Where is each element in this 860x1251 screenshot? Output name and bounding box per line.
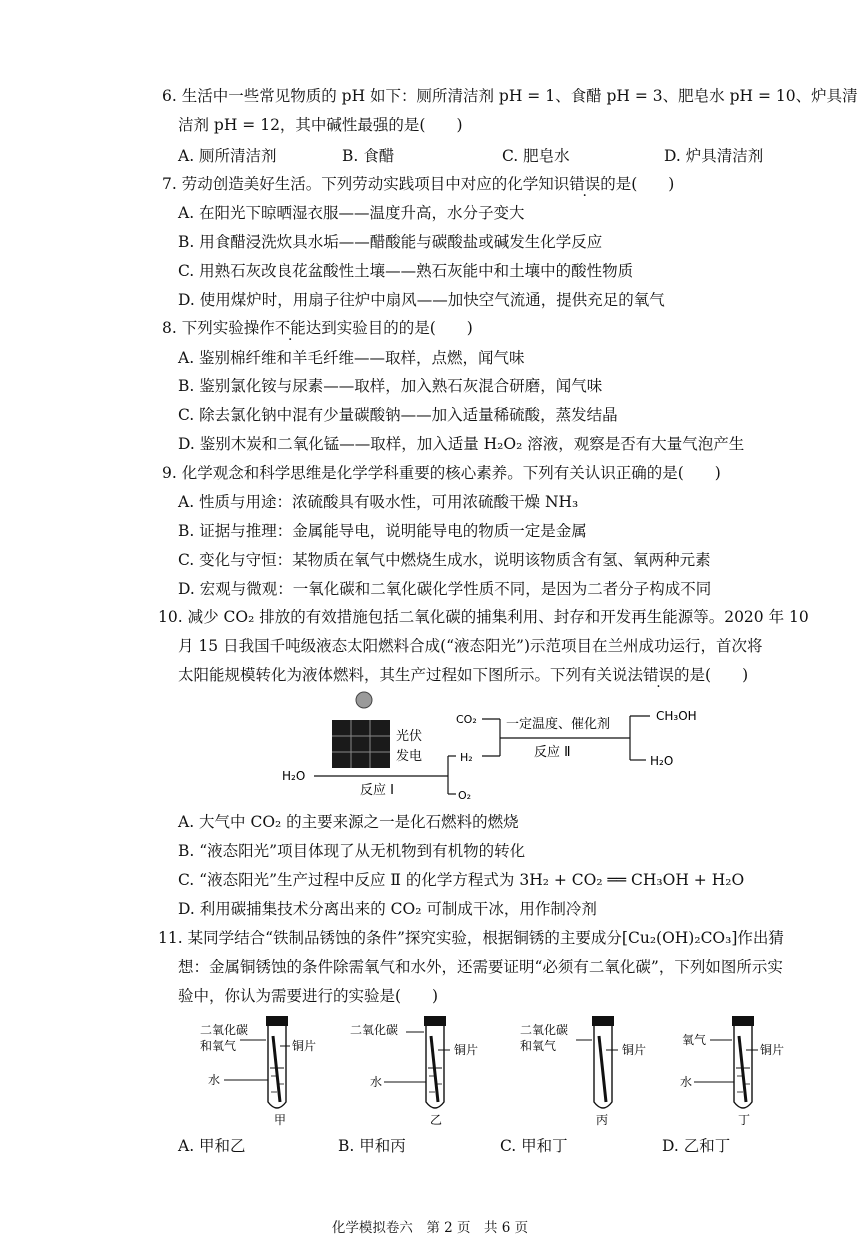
- tube-jia-name: 甲: [274, 1113, 287, 1127]
- reaction-1-label: 反应 Ⅰ: [360, 783, 394, 798]
- copper-corrosion-experiments: [180, 1010, 800, 1130]
- q6-option-d: D. 炉具清洁剂: [664, 147, 764, 165]
- q7-stem-before: 7. 劳动创造美好生活。下列劳动实践项目中对应的化学知识: [162, 175, 570, 193]
- q9-option-d: D. 宏观与微观：一氧化碳和二氧化碳化学性质不同，是因为二者分子构成不同: [178, 580, 712, 598]
- sun-icon: [356, 692, 372, 708]
- q8-option-c: C. 除去氯化钠中混有少量碳酸钠——加入适量稀硫酸，蒸发结晶: [178, 406, 618, 424]
- tube-yi: [350, 1016, 478, 1127]
- ch3oh-product: CH₃OH: [656, 709, 697, 723]
- q10-option-b: B. “液态阳光”项目体现了从无机物到有机物的转化: [178, 842, 526, 860]
- page-footer: 化学模拟卷六 第 2 页 共 6 页: [331, 1220, 529, 1236]
- liquid-sunshine-diagram: [270, 688, 730, 808]
- q10-line3-before: 太阳能规模转化为液体燃料，其生产过程如下图所示。下列有关说法: [178, 666, 644, 684]
- q7-option-a: A. 在阳光下晾晒湿衣服——温度升高，水分子变大: [178, 204, 525, 222]
- q11-option-b: B. 甲和丙: [338, 1137, 406, 1155]
- q10-option-c: C. “液态阳光”生产过程中反应 Ⅱ 的化学方程式为 3H₂ + CO₂ ══ CH₃OH + H₂O: [178, 871, 745, 889]
- tube-jia-water: 水: [208, 1073, 221, 1087]
- q8-stem: [162, 318, 473, 338]
- tube-yi-gas-1: 二氧化碳: [350, 1023, 399, 1037]
- q10-option-d: D. 利用碳捕集技术分离出来的 CO₂ 可制成干冰，用作制冷剂: [178, 900, 597, 918]
- q8-stem-after: 达到实验目的的是( ): [305, 319, 473, 337]
- q11-option-a: A. 甲和乙: [178, 1137, 246, 1155]
- tube-bing-gas-2: 和氧气: [520, 1039, 557, 1053]
- q11-line3: 验中，你认为需要进行的实验是( ): [178, 987, 439, 1005]
- q7-option-d: D. 使用煤炉时，用扇子往炉中扇风——加快空气流通，提供充足的氧气: [178, 291, 665, 309]
- q8-stem-before: 8. 下列实验操作: [162, 319, 275, 337]
- reaction-2-label: 反应 Ⅱ: [534, 745, 571, 760]
- solar-panel-icon: [332, 720, 390, 768]
- co2-reactant: CO₂: [456, 713, 477, 726]
- q9-option-b: B. 证据与推理：金属能导电，说明能导电的物质一定是金属: [178, 522, 587, 540]
- tube-bing-gas-1: 二氧化碳: [520, 1023, 569, 1037]
- q7-stem: [162, 174, 674, 194]
- q10-option-a: A. 大气中 CO₂ 的主要来源之一是化石燃料的燃烧: [178, 813, 519, 831]
- q6-line2: 洁剂 pH = 12，其中碱性最强的是( ): [178, 116, 463, 134]
- tube-ding-gas-1: 氧气: [682, 1033, 707, 1047]
- q8-stem-emphasis: 不能: [274, 319, 306, 337]
- pv-label-1: 光伏: [396, 729, 423, 744]
- q10-line2: 月 15 日我国千吨级液态太阳燃料合成(“液态阳光”)示范项目在兰州成功运行，首次将: [178, 637, 763, 655]
- tube-bing-name: 丙: [596, 1113, 609, 1127]
- h2o-product: H₂O: [650, 754, 674, 768]
- q9-option-a: A. 性质与用途：浓硫酸具有吸水性，可用浓硫酸干燥 NH₃: [178, 493, 579, 511]
- tube-yi-copper: 铜片: [454, 1043, 479, 1057]
- q8-option-a: A. 鉴别棉纤维和羊毛纤维——取样，点燃，闻气味: [178, 349, 525, 367]
- tube-jia-copper: 铜片: [292, 1039, 317, 1053]
- q10-line3: [178, 665, 748, 685]
- tube-ding-copper: 铜片: [760, 1043, 785, 1057]
- pv-label-2: 发电: [396, 749, 423, 764]
- q6-option-a: A. 厕所清洁剂: [178, 147, 277, 165]
- tube-bing-copper: 铜片: [622, 1043, 647, 1057]
- q7-stem-emphasis: 错误: [569, 175, 601, 193]
- q10-line1: 10. 减少 CO₂ 排放的有效措施包括二氧化碳的捕集利用、封存和开发再生能源等。2020 年 10: [158, 608, 809, 626]
- q11-line1: 11. 某同学结合“铁制品锈蚀的条件”探究实验，根据铜锈的主要成分[Cu₂(OH)₂CO₃]作出猜: [158, 929, 784, 947]
- q7-option-c: C. 用熟石灰改良花盆酸性土壤——熟石灰能中和土壤中的酸性物质: [178, 262, 634, 280]
- tube-jia-gas-1: 二氧化碳: [200, 1023, 249, 1037]
- q9-option-c: C. 变化与守恒：某物质在氧气中燃烧生成水，说明该物质含有氢、氧两种元素: [178, 551, 711, 569]
- q11-line2: 想：金属铜锈蚀的条件除需氧气和水外，还需要证明“必须有二氧化碳”，下列如图所示实: [178, 958, 783, 976]
- q10-line3-emphasis: 错误: [643, 666, 675, 684]
- q11-option-c: C. 甲和丁: [500, 1137, 568, 1155]
- h2-product: H₂: [460, 751, 473, 764]
- tube-bing: [520, 1016, 646, 1127]
- tube-ding-name: 丁: [738, 1113, 751, 1127]
- q8-option-d: D. 鉴别木炭和二氧化锰——取样，加入适量 H₂O₂ 溶液，观察是否有大量气泡产生: [178, 435, 745, 453]
- tube-jia-gas-2: 和氧气: [200, 1039, 237, 1053]
- q6-option-c: C. 肥皂水: [502, 147, 570, 165]
- q7-option-b: B. 用食醋浸洗炊具水垢——醋酸能与碳酸盐或碱发生化学反应: [178, 233, 603, 251]
- reaction-2-condition: 一定温度、催化剂: [506, 717, 611, 732]
- h2o-input: H₂O: [282, 769, 306, 783]
- tube-yi-name: 乙: [430, 1113, 443, 1127]
- tube-ding-water: 水: [680, 1075, 693, 1089]
- q10-line3-after: 的是( ): [674, 666, 749, 684]
- q6-line1: 6. 生活中一些常见物质的 pH 如下：厕所清洁剂 pH = 1、食醋 pH = 3、肥皂水 pH = 10、炉具清: [162, 87, 858, 105]
- o2-product: O₂: [458, 789, 472, 802]
- tube-ding: [680, 1016, 784, 1127]
- q9-stem: 9. 化学观念和科学思维是化学学科重要的核心素养。下列有关认识正确的是( ): [162, 464, 721, 482]
- q6-option-b: B. 食醋: [342, 147, 395, 165]
- q8-option-b: B. 鉴别氯化铵与尿素——取样，加入熟石灰混合研磨，闻气味: [178, 377, 603, 395]
- tube-jia: [200, 1016, 316, 1127]
- q11-option-d: D. 乙和丁: [662, 1137, 731, 1155]
- tube-yi-water: 水: [370, 1075, 383, 1089]
- q7-stem-after: 的是( ): [600, 175, 675, 193]
